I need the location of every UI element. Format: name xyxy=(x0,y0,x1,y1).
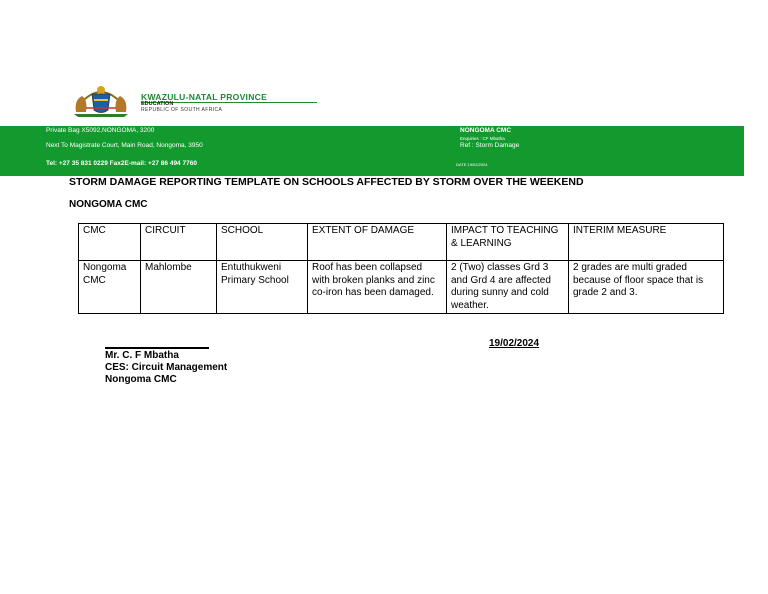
office-name: NONGOMA CMC xyxy=(460,127,512,134)
signatory-title: CES: Circuit Management xyxy=(105,362,228,373)
header-cmc: CMC xyxy=(79,224,141,261)
contact-band xyxy=(0,126,744,176)
department-name: EDUCATION xyxy=(141,101,174,107)
header-extent-of-damage: EXTENT OF DAMAGE xyxy=(308,224,447,261)
kzn-coat-of-arms-logo xyxy=(70,82,132,118)
cell-circuit: Mahlombe xyxy=(141,261,217,314)
header-interim-measure: INTERIM MEASURE xyxy=(569,224,724,261)
street-address: Next To Magistrate Court, Main Road, Nongoma, 3950 xyxy=(46,142,203,149)
cell-cmc: Nongoma CMC xyxy=(79,261,141,314)
signatory-name: Mr. C. F Mbatha xyxy=(105,350,179,361)
signature-block xyxy=(105,350,227,386)
table-header-row xyxy=(79,224,724,261)
province-title: KWAZULU-NATAL PROVINCE xyxy=(141,92,268,102)
postal-address: Private Bag X5092,NONGOMA, 3200 xyxy=(46,127,155,134)
document-subheading: NONGOMA CMC xyxy=(69,199,148,210)
cell-extent-of-damage: Roof has been collapsed with broken planks and zinc co-iron has been damaged. xyxy=(308,261,447,314)
storm-damage-table xyxy=(78,223,724,314)
signature-line xyxy=(105,347,209,349)
contact-numbers: Tel: +27 35 831 0229 Fax2E-mail: +27 86 494 7760 xyxy=(46,160,197,167)
header-school: SCHOOL xyxy=(217,224,308,261)
table-row xyxy=(79,261,724,314)
band-date: DATE 19/02/2024 xyxy=(456,162,488,167)
country-name: REPUBLIC OF SOUTH AFRICA xyxy=(141,107,223,113)
signature-date: 19/02/2024 xyxy=(489,338,540,349)
cell-interim-measure: 2 grades are multi graded because of floor space that is grade 2 and 3. xyxy=(569,261,724,314)
cell-school: Entuthukweni Primary School xyxy=(217,261,308,314)
signatory-office: Nongoma CMC xyxy=(105,374,177,385)
document-heading: STORM DAMAGE REPORTING TEMPLATE ON SCHOOLS AFFECTED BY STORM OVER THE WEEKEND xyxy=(69,176,584,188)
enquiries: Enquiries : CF Mbatha xyxy=(460,136,505,141)
cell-impact: 2 (Two) classes Grd 3 and Grd 4 are affected during sunny and cold weather. xyxy=(447,261,569,314)
header-impact: IMPACT TO TEACHING & LEARNING xyxy=(447,224,569,261)
header-circuit: CIRCUIT xyxy=(141,224,217,261)
reference: Ref : Storm Damage xyxy=(460,142,520,149)
